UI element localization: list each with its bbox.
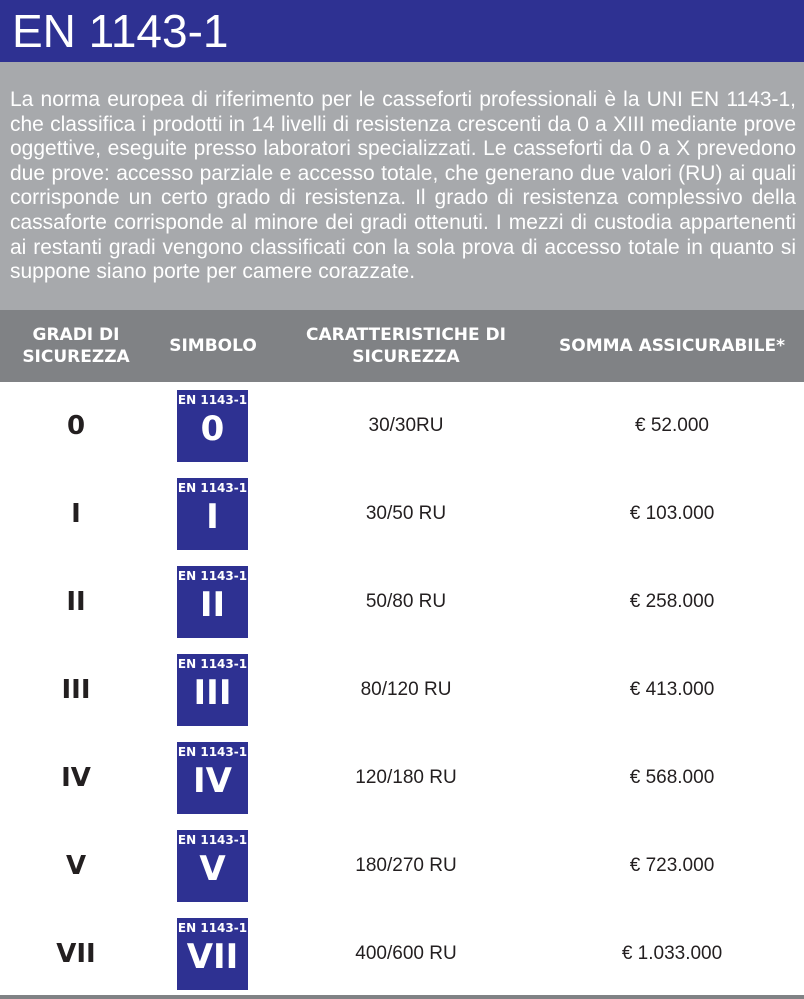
security-rating: 120/180 RU [355, 767, 457, 788]
symbol-grade: V [199, 849, 226, 889]
symbol-standard: EN 1143-1 [177, 569, 248, 583]
symbol-grade: VII [186, 937, 239, 977]
table-row [0, 734, 804, 822]
grade-value: V [65, 851, 87, 881]
grade-value: IV [61, 763, 91, 793]
table-row [0, 822, 804, 910]
table-row [0, 470, 804, 558]
symbol-standard: EN 1143-1 [177, 657, 248, 671]
symbol-standard: EN 1143-1 [177, 481, 248, 495]
symbol-grade: II [199, 585, 226, 625]
insurable-amount: € 1.033.000 [621, 943, 723, 964]
insurable-amount: € 568.000 [629, 767, 715, 788]
insurable-amount: € 258.000 [629, 591, 715, 612]
symbol-standard: EN 1143-1 [177, 921, 248, 935]
insurable-amount: € 723.000 [629, 855, 715, 876]
security-rating: 180/270 RU [355, 855, 457, 876]
symbol-badge [177, 830, 248, 902]
table-header [0, 310, 804, 382]
insurable-amount: € 103.000 [629, 503, 715, 524]
grade-value: VII [56, 939, 96, 969]
symbol-grade: IV [193, 761, 232, 801]
grade-value: I [71, 499, 81, 529]
symbol-standard: EN 1143-1 [177, 745, 248, 759]
symbol-badge [177, 654, 248, 726]
symbol-badge [177, 742, 248, 814]
header-symbol: SIMBOLO [169, 336, 257, 356]
grade-value: II [66, 587, 86, 617]
symbol-standard: EN 1143-1 [177, 833, 248, 847]
symbol-badge [177, 390, 248, 462]
security-rating: 80/120 RU [360, 679, 452, 700]
table-row [0, 558, 804, 646]
intro-paragraph: La norma europea di riferimento per le casseforti professionali è la UNI EN 1143-1, che classifica i prodotti in 14 livelli di resistenza crescenti da 0 a XIII mediante prove oggettive, eseguite presso laboratori specializzati. Le casseforti da 0 a X prevedono due prove: accesso parziale e accesso totale, che generano due valori (RU) ai quali corrisponde un certo grado di resistenza. Il grado di resistenza complessivo della cassaforte corrisponde al minore dei gradi ottenuti. I mezzi di custodia appartenenti ai restanti gradi vengono classificati con la sola prova di accesso totale in quanto si suppone siano porte per camere corazzate. [0, 62, 804, 310]
table-row [0, 910, 804, 998]
symbol-badge [177, 566, 248, 638]
security-rating: 50/80 RU [365, 591, 447, 612]
security-rating: 400/600 RU [355, 943, 457, 964]
grade-value: 0 [66, 411, 86, 441]
symbol-badge [177, 478, 248, 550]
header-amount: SOMMA ASSICURABILE* [559, 336, 785, 356]
symbol-grade: III [193, 673, 232, 713]
symbol-grade: 0 [200, 409, 225, 449]
bottom-divider [0, 995, 804, 999]
insurable-amount: € 52.000 [635, 415, 709, 436]
table-row [0, 382, 804, 470]
header-grade: GRADI DI SICUREZZA [22, 325, 130, 367]
symbol-standard: EN 1143-1 [177, 393, 248, 407]
symbol-grade: I [206, 497, 219, 537]
table-row [0, 646, 804, 734]
insurable-amount: € 413.000 [629, 679, 715, 700]
header-features: CARATTERISTICHE DI SICUREZZA [305, 325, 506, 367]
grade-value: III [61, 675, 91, 705]
security-rating: 30/30RU [368, 415, 444, 436]
security-rating: 30/50 RU [365, 503, 447, 524]
page-title: EN 1143-1 [0, 0, 804, 62]
symbol-badge [177, 918, 248, 990]
